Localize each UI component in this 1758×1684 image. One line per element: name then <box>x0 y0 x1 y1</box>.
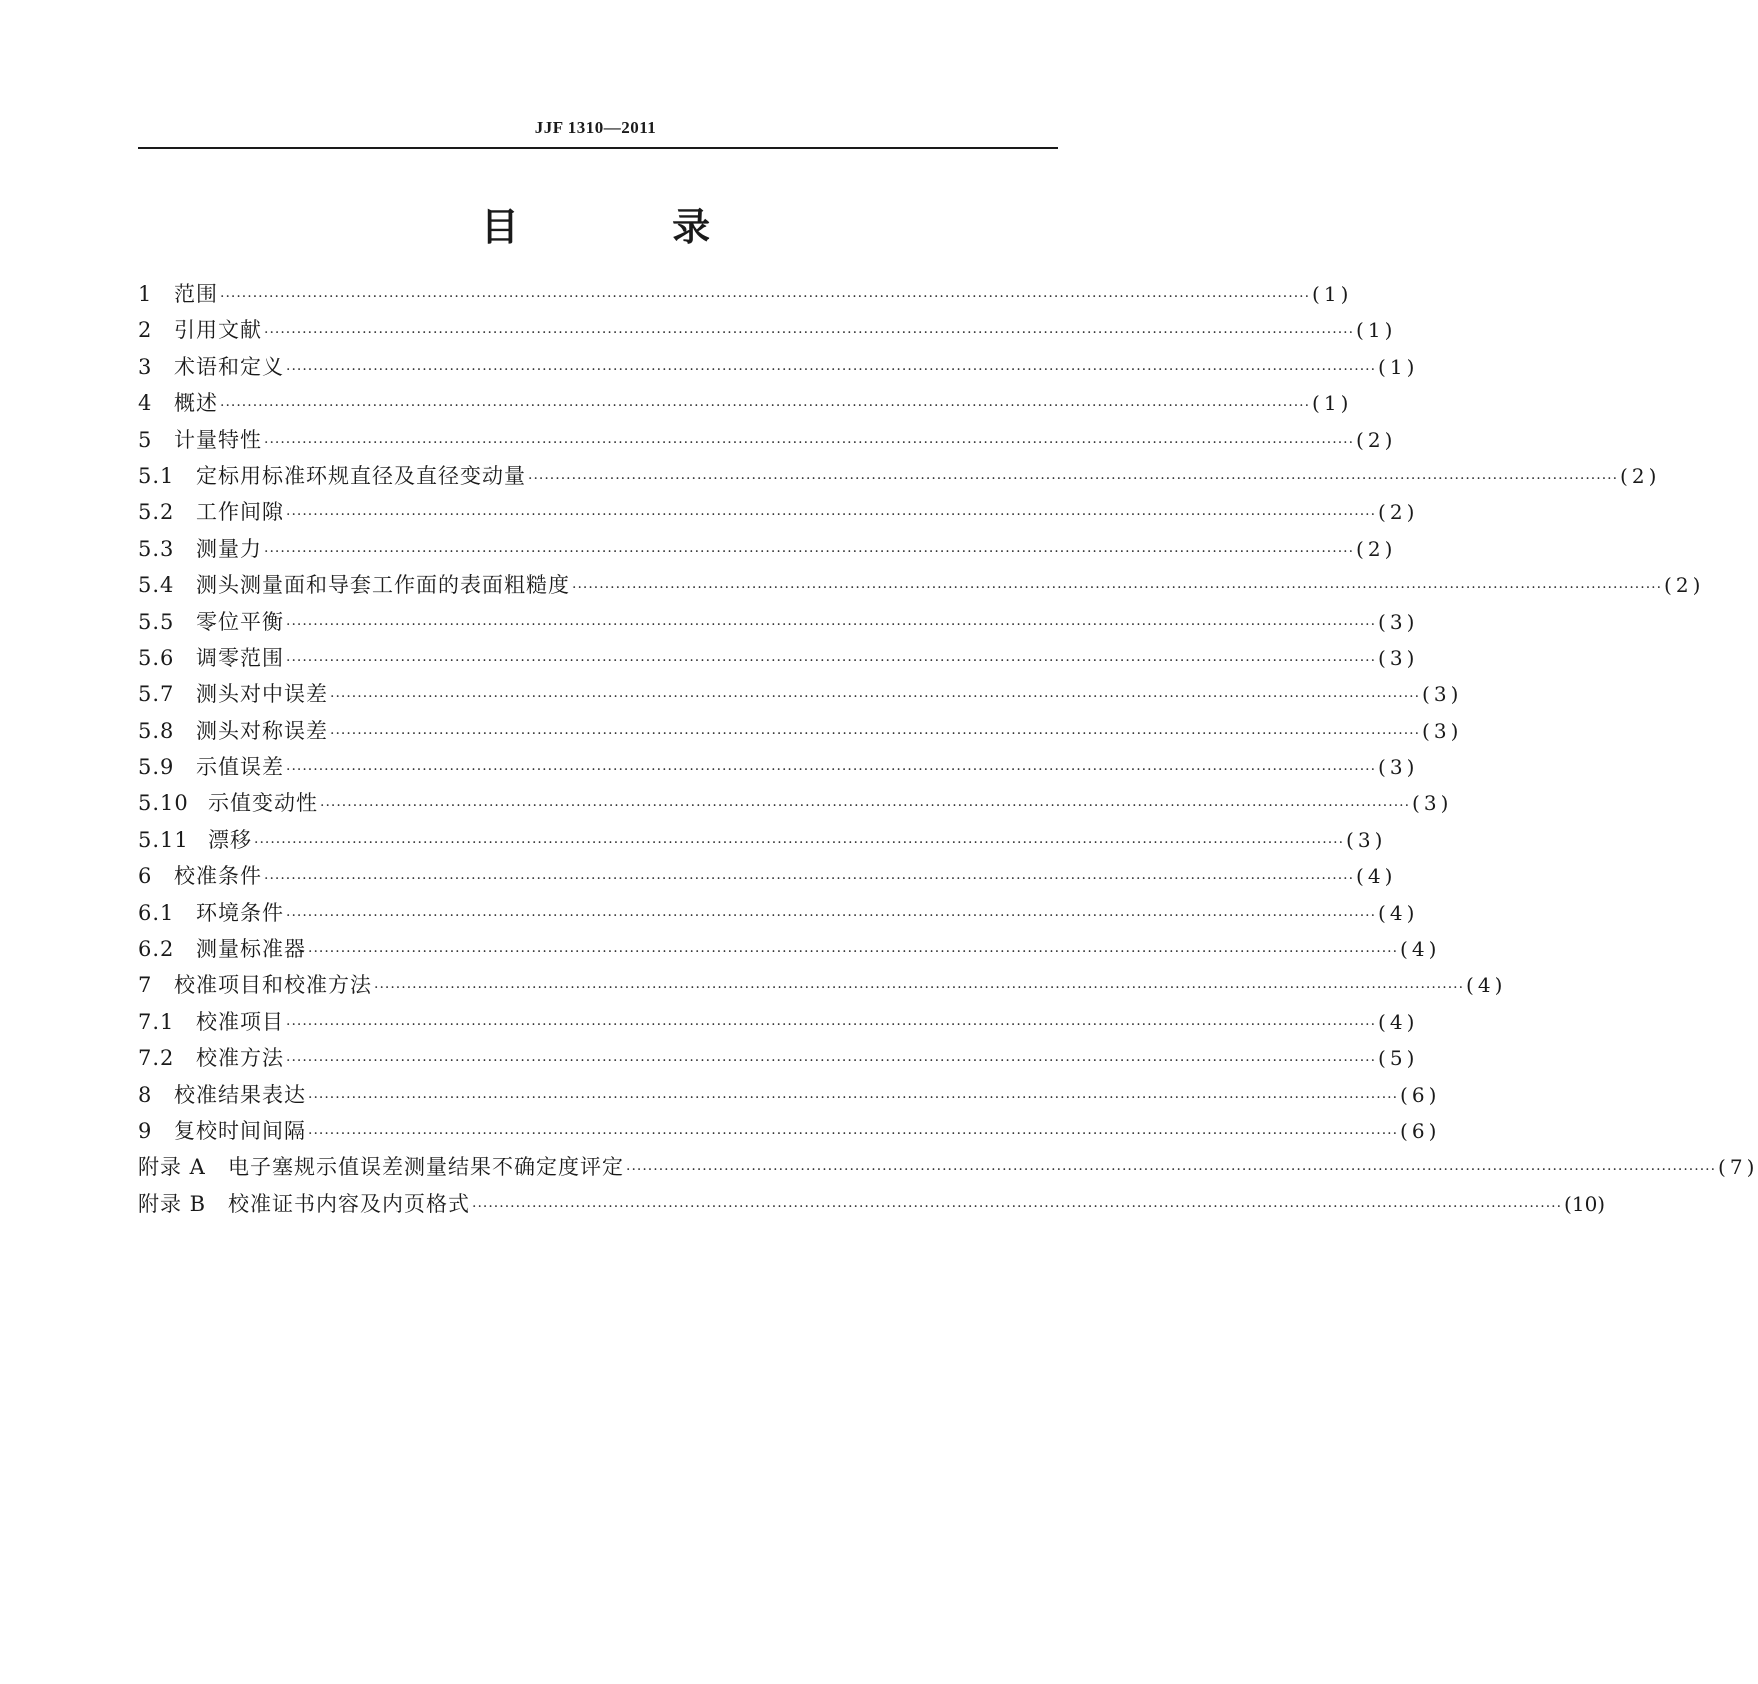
toc-entry[interactable] <box>138 1151 1758 1187</box>
toc-dot-leader: ········································································································································································································ <box>308 944 1399 961</box>
toc-entry[interactable] <box>138 533 1397 569</box>
toc-entry[interactable] <box>138 933 1441 969</box>
toc-dot-leader: ········································································································································································································ <box>286 652 1377 669</box>
toc-entry-label: 校准结果表达 <box>174 1082 306 1107</box>
toc-entry-number: 5.8 <box>138 718 175 743</box>
toc-entry-label: 测量力 <box>196 536 262 561</box>
toc-entry-page: (3) <box>1422 718 1463 743</box>
toc-entry-label: 复校时间间隔 <box>174 1118 306 1143</box>
toc-dot-leader: ········································································································································································································ <box>308 1089 1399 1106</box>
toc-entry[interactable] <box>138 314 1397 350</box>
toc-entry-label: 校准证书内容及内页格式 <box>228 1191 470 1216</box>
toc-entry-number: 5.6 <box>138 645 175 670</box>
toc-entry-number: 5.4 <box>138 573 175 598</box>
toc-entry-page: (5) <box>1378 1046 1419 1071</box>
toc-entry-page: (4) <box>1400 937 1441 962</box>
toc-entry-page: (3) <box>1422 682 1463 707</box>
toc-dot-leader: ········································································································································································································ <box>264 325 1355 342</box>
toc-entry[interactable] <box>138 897 1419 933</box>
toc-entry-number: 1 <box>138 282 153 306</box>
toc-entry[interactable] <box>138 715 1463 751</box>
toc-dot-leader: ········································································································································································································ <box>286 507 1377 524</box>
toc-dot-leader: ········································································································································································································ <box>286 1053 1377 1070</box>
toc-dot-leader: ········································································································································································································ <box>330 689 1421 706</box>
toc-dot-leader: ········································································································································································································ <box>626 1162 1717 1179</box>
toc-dot-leader: ········································································································································································································ <box>264 434 1355 451</box>
toc-entry-number: 6.1 <box>138 900 175 925</box>
toc-entry-label: 示值变动性 <box>208 791 318 816</box>
toc-entry-number: 2 <box>138 318 153 343</box>
toc-dot-leader: ········································································································································································································ <box>286 1016 1377 1033</box>
toc-entry-label: 定标用标准环规直径及直径变动量 <box>196 463 526 488</box>
toc-entry[interactable] <box>138 751 1419 787</box>
toc-entry-page: (7) <box>1718 1155 1758 1180</box>
toc-entry[interactable] <box>138 860 1397 896</box>
toc-entry[interactable] <box>138 496 1419 532</box>
toc-entry-page: (4) <box>1356 864 1397 889</box>
toc-entry[interactable] <box>138 969 1507 1005</box>
toc-entry-label: 测量标准器 <box>196 937 306 962</box>
toc-entry-label: 校准方法 <box>196 1046 284 1071</box>
toc-entry-page: (4) <box>1466 973 1507 998</box>
toc-entry-number: 5.1 <box>138 463 175 488</box>
toc-dot-leader: ········································································································································································································ <box>254 834 1345 851</box>
toc-entry-number: 5.2 <box>138 500 175 525</box>
toc-entry-label: 计量特性 <box>174 427 262 452</box>
toc-entry-number: 5.10 <box>138 791 189 816</box>
toc-entry-number: 8 <box>138 1082 153 1107</box>
toc-dot-leader: ········································································································································································································ <box>264 871 1355 888</box>
toc-entry[interactable] <box>138 642 1419 678</box>
toc-entry-number: 7.2 <box>138 1046 175 1071</box>
toc-entry-page: (2) <box>1620 463 1661 488</box>
toc-entry[interactable] <box>138 460 1661 496</box>
toc-entry[interactable] <box>138 351 1419 387</box>
toc-dot-leader: ········································································································································································································ <box>374 980 1465 997</box>
toc-entry-label: 术语和定义 <box>174 354 284 379</box>
toc-entry-number: 6.2 <box>138 937 175 962</box>
toc-dot-leader: ········································································································································································································ <box>264 543 1355 560</box>
toc-dot-leader: ········································································································································································································ <box>320 798 1411 815</box>
toc-entry-label: 概述 <box>174 391 218 416</box>
document-code: JJF 1310—2011 <box>534 118 657 137</box>
toc-dot-leader: ········································································································································································································ <box>220 398 1311 415</box>
toc-entry-number: 5.3 <box>138 536 175 561</box>
toc-dot-leader: ········································································································································································································ <box>286 907 1377 924</box>
toc-entry[interactable] <box>138 606 1419 642</box>
toc-entry-page: (1) <box>1378 354 1419 379</box>
toc-dot-leader: ········································································································································································································ <box>528 470 1619 487</box>
toc-entry[interactable] <box>138 1006 1419 1042</box>
toc-entry-label: 电子塞规示值误差测量结果不确定度评定 <box>228 1155 624 1180</box>
toc-entry-number: 5.7 <box>138 682 175 707</box>
toc-entry-page: (1) <box>1312 391 1353 416</box>
toc-entry-page: (4) <box>1378 1009 1419 1034</box>
toc-entry-number: 附录 B <box>138 1191 207 1216</box>
toc-entry-label: 校准项目和校准方法 <box>174 973 372 998</box>
toc-entry-page: (2) <box>1378 500 1419 525</box>
toc-dot-leader: ········································································································································································································ <box>220 289 1311 305</box>
toc-entry-page: (2) <box>1356 427 1397 452</box>
toc-entry-page: (10) <box>1564 1191 1606 1216</box>
toc-entry-page: (2) <box>1664 573 1705 598</box>
toc-entry-label: 示值误差 <box>196 755 284 780</box>
toc-entry[interactable] <box>138 387 1353 423</box>
toc-entry-number: 9 <box>138 1118 153 1143</box>
toc-entry-number: 7.1 <box>138 1009 175 1034</box>
toc-entry-number: 6 <box>138 864 153 889</box>
toc-entry-number: 附录 A <box>138 1155 206 1180</box>
toc-dot-leader: ········································································································································································································ <box>330 725 1421 742</box>
toc-entry-number: 4 <box>138 391 153 416</box>
toc-entry-label: 引用文献 <box>174 318 262 343</box>
page-title: 目 录 <box>480 205 781 249</box>
toc-entry-page: (3) <box>1378 609 1419 634</box>
toc-entry-page: (4) <box>1378 900 1419 925</box>
toc-entry-label: 漂移 <box>208 827 252 852</box>
toc-entry-label: 范围 <box>174 282 218 306</box>
toc-entry-label: 测头对称误差 <box>196 718 328 743</box>
toc-entry-page: (3) <box>1346 827 1387 852</box>
toc-dot-leader: ········································································································································································································ <box>286 616 1377 633</box>
toc-entry-page: (3) <box>1412 791 1453 816</box>
toc-entry-label: 环境条件 <box>196 900 284 925</box>
toc-dot-leader: ········································································································································································································ <box>472 1198 1563 1215</box>
toc-entry-page: (3) <box>1378 755 1419 780</box>
table-of-contents <box>138 278 1758 1224</box>
toc-entry[interactable] <box>138 824 1387 860</box>
toc-entry[interactable] <box>138 278 1353 314</box>
toc-dot-leader: ········································································································································································································ <box>308 1125 1399 1142</box>
toc-entry[interactable] <box>138 787 1453 823</box>
toc-entry-page: (2) <box>1356 536 1397 561</box>
toc-entry-number: 5 <box>138 427 153 452</box>
toc-dot-leader: ········································································································································································································ <box>286 361 1377 378</box>
toc-entry[interactable] <box>138 1115 1441 1151</box>
toc-entry-label: 校准项目 <box>196 1009 284 1034</box>
toc-entry[interactable] <box>138 1188 1606 1224</box>
toc-entry-number: 5.11 <box>138 827 189 852</box>
toc-entry-number: 5.5 <box>138 609 175 634</box>
toc-entry-page: (1) <box>1312 282 1353 306</box>
toc-entry-page: (3) <box>1378 645 1419 670</box>
toc-entry[interactable] <box>138 1042 1419 1078</box>
toc-entry-label: 调零范围 <box>196 645 284 670</box>
toc-dot-leader: ········································································································································································································ <box>286 762 1377 779</box>
toc-entry-label: 测头测量面和导套工作面的表面粗糙度 <box>196 573 570 598</box>
toc-entry-label: 工作间隙 <box>196 500 284 525</box>
toc-entry-page: (6) <box>1400 1082 1441 1107</box>
toc-entry-page: (1) <box>1356 318 1397 343</box>
toc-dot-leader: ········································································································································································································ <box>572 580 1663 597</box>
toc-entry[interactable] <box>138 424 1397 460</box>
header-rule <box>138 147 1058 149</box>
toc-entry[interactable] <box>138 678 1463 714</box>
toc-entry-number: 5.9 <box>138 755 175 780</box>
toc-entry-number: 7 <box>138 973 153 998</box>
toc-entry-number: 3 <box>138 354 153 379</box>
toc-entry[interactable] <box>138 569 1705 605</box>
toc-entry-page: (6) <box>1400 1118 1441 1143</box>
toc-entry-label: 零位平衡 <box>196 609 284 634</box>
toc-entry-label: 测头对中误差 <box>196 682 328 707</box>
toc-entry-label: 校准条件 <box>174 864 262 889</box>
toc-entry[interactable] <box>138 1079 1441 1115</box>
